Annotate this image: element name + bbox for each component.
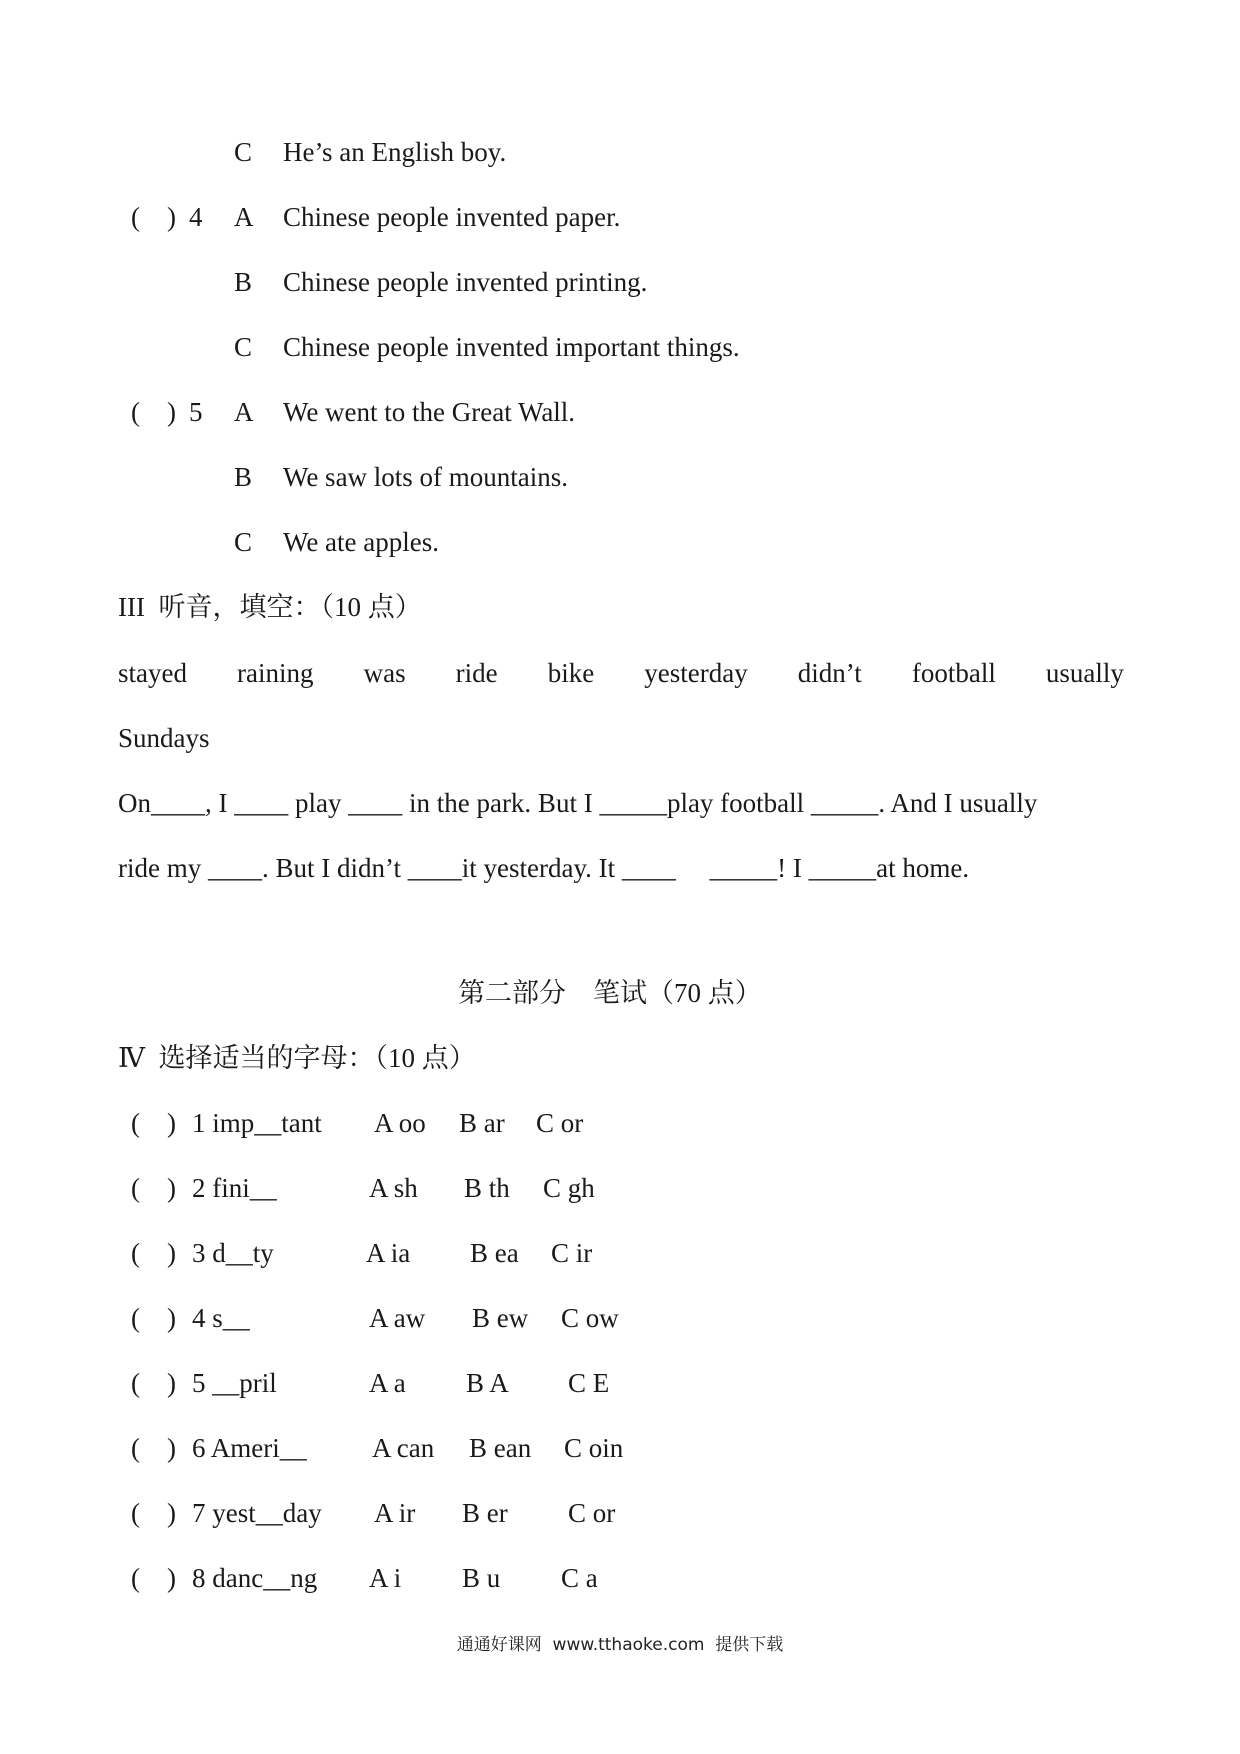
option-letter: B xyxy=(234,462,253,492)
choice-b: B ew xyxy=(472,1303,529,1333)
answer-blank[interactable]: ( ) xyxy=(131,1108,176,1138)
question-item: 6 Ameri__ xyxy=(192,1433,307,1463)
option-letter: A xyxy=(234,397,254,427)
answer-blank[interactable]: ( ) xyxy=(131,1238,176,1268)
word-bank-item: bike xyxy=(547,658,595,688)
choice-b: B ar xyxy=(459,1108,505,1138)
answer-blank[interactable]: ( ) xyxy=(131,1498,176,1528)
option-text: We went to the Great Wall. xyxy=(283,397,576,427)
option-text: We ate apples. xyxy=(283,527,440,557)
choice-a: A aw xyxy=(369,1303,426,1333)
answer-blank[interactable]: ( ) xyxy=(131,1368,176,1398)
part-2-title: 第二部分 笔试（70 点） xyxy=(458,978,762,1008)
answer-blank[interactable]: ( ) xyxy=(131,1563,176,1593)
word-bank-item: raining xyxy=(237,658,314,688)
word-bank-item: was xyxy=(363,658,406,688)
option-letter: C xyxy=(234,137,253,167)
choice-a: A i xyxy=(369,1563,402,1593)
choice-b: B er xyxy=(462,1498,508,1528)
choice-b: B ean xyxy=(469,1433,532,1463)
choice-a: A can xyxy=(372,1433,435,1463)
word-bank-item: ride xyxy=(455,658,498,688)
question-item: 3 d__ty xyxy=(192,1238,274,1268)
word-bank-item: didn’t xyxy=(797,658,862,688)
cloze-paragraph-line[interactable]: ride my ____. But I didn’t ____it yesterday. It ____ _____! I _____at home. xyxy=(118,853,970,883)
question-item: 2 fini__ xyxy=(192,1173,277,1203)
answer-blank[interactable]: ( ) xyxy=(131,397,176,427)
word-bank-item: usually xyxy=(1045,658,1124,688)
word-bank-item: stayed xyxy=(118,658,187,688)
question-item: 7 yest__day xyxy=(192,1498,322,1528)
option-text: Chinese people invented paper. xyxy=(283,202,621,232)
option-text: Chinese people invented important things. xyxy=(283,332,740,362)
option-letter: A xyxy=(234,202,254,232)
answer-blank[interactable]: ( ) xyxy=(131,1303,176,1333)
option-text: We saw lots of mountains. xyxy=(283,462,569,492)
choice-b: B A xyxy=(466,1368,509,1398)
choice-c: C a xyxy=(561,1563,598,1593)
choice-b: B ea xyxy=(470,1238,519,1268)
question-number: 5 xyxy=(189,397,203,427)
choice-b: B th xyxy=(464,1173,510,1203)
section-4-title: Ⅳ 选择适当的字母：（10 点） xyxy=(118,1043,476,1073)
choice-b: B u xyxy=(462,1563,501,1593)
question-item: 5 __pril xyxy=(192,1368,277,1398)
option-text: He’s an English boy. xyxy=(283,137,507,167)
question-number: 4 xyxy=(189,202,203,232)
option-letter: B xyxy=(234,267,253,297)
choice-c: C or xyxy=(536,1108,584,1138)
word-bank-item: football xyxy=(911,658,996,688)
word-bank xyxy=(118,656,1124,690)
choice-a: A ir xyxy=(374,1498,416,1528)
answer-blank[interactable]: ( ) xyxy=(131,1173,176,1203)
question-item: 8 danc__ng xyxy=(192,1563,318,1593)
cloze-paragraph-line[interactable]: On____, I ____ play ____ in the park. But I _____play football _____. And I usually xyxy=(118,788,1038,818)
choice-a: A ia xyxy=(366,1238,411,1268)
choice-a: A oo xyxy=(374,1108,426,1138)
choice-c: C E xyxy=(568,1368,610,1398)
choice-a: A a xyxy=(369,1368,406,1398)
choice-c: C oin xyxy=(564,1433,624,1463)
choice-c: C gh xyxy=(543,1173,595,1203)
choice-c: C ow xyxy=(561,1303,619,1333)
question-item: 1 imp__tant xyxy=(192,1108,322,1138)
option-letter: C xyxy=(234,527,253,557)
word-bank-item: yesterday xyxy=(644,658,748,688)
choice-c: C ir xyxy=(551,1238,593,1268)
answer-blank[interactable]: ( ) xyxy=(131,1433,176,1463)
answer-blank[interactable]: ( ) xyxy=(131,202,176,232)
choice-a: A sh xyxy=(369,1173,418,1203)
question-item: 4 s__ xyxy=(192,1303,250,1333)
footer-source: 通通好课网 www.tthaoke.com 提供下载 xyxy=(456,1635,784,1655)
option-text: Chinese people invented printing. xyxy=(283,267,648,297)
word-bank-item: Sundays xyxy=(118,723,210,753)
choice-c: C or xyxy=(568,1498,616,1528)
section-3-title: III 听音，填空：（10 点） xyxy=(118,592,422,622)
option-letter: C xyxy=(234,332,253,362)
